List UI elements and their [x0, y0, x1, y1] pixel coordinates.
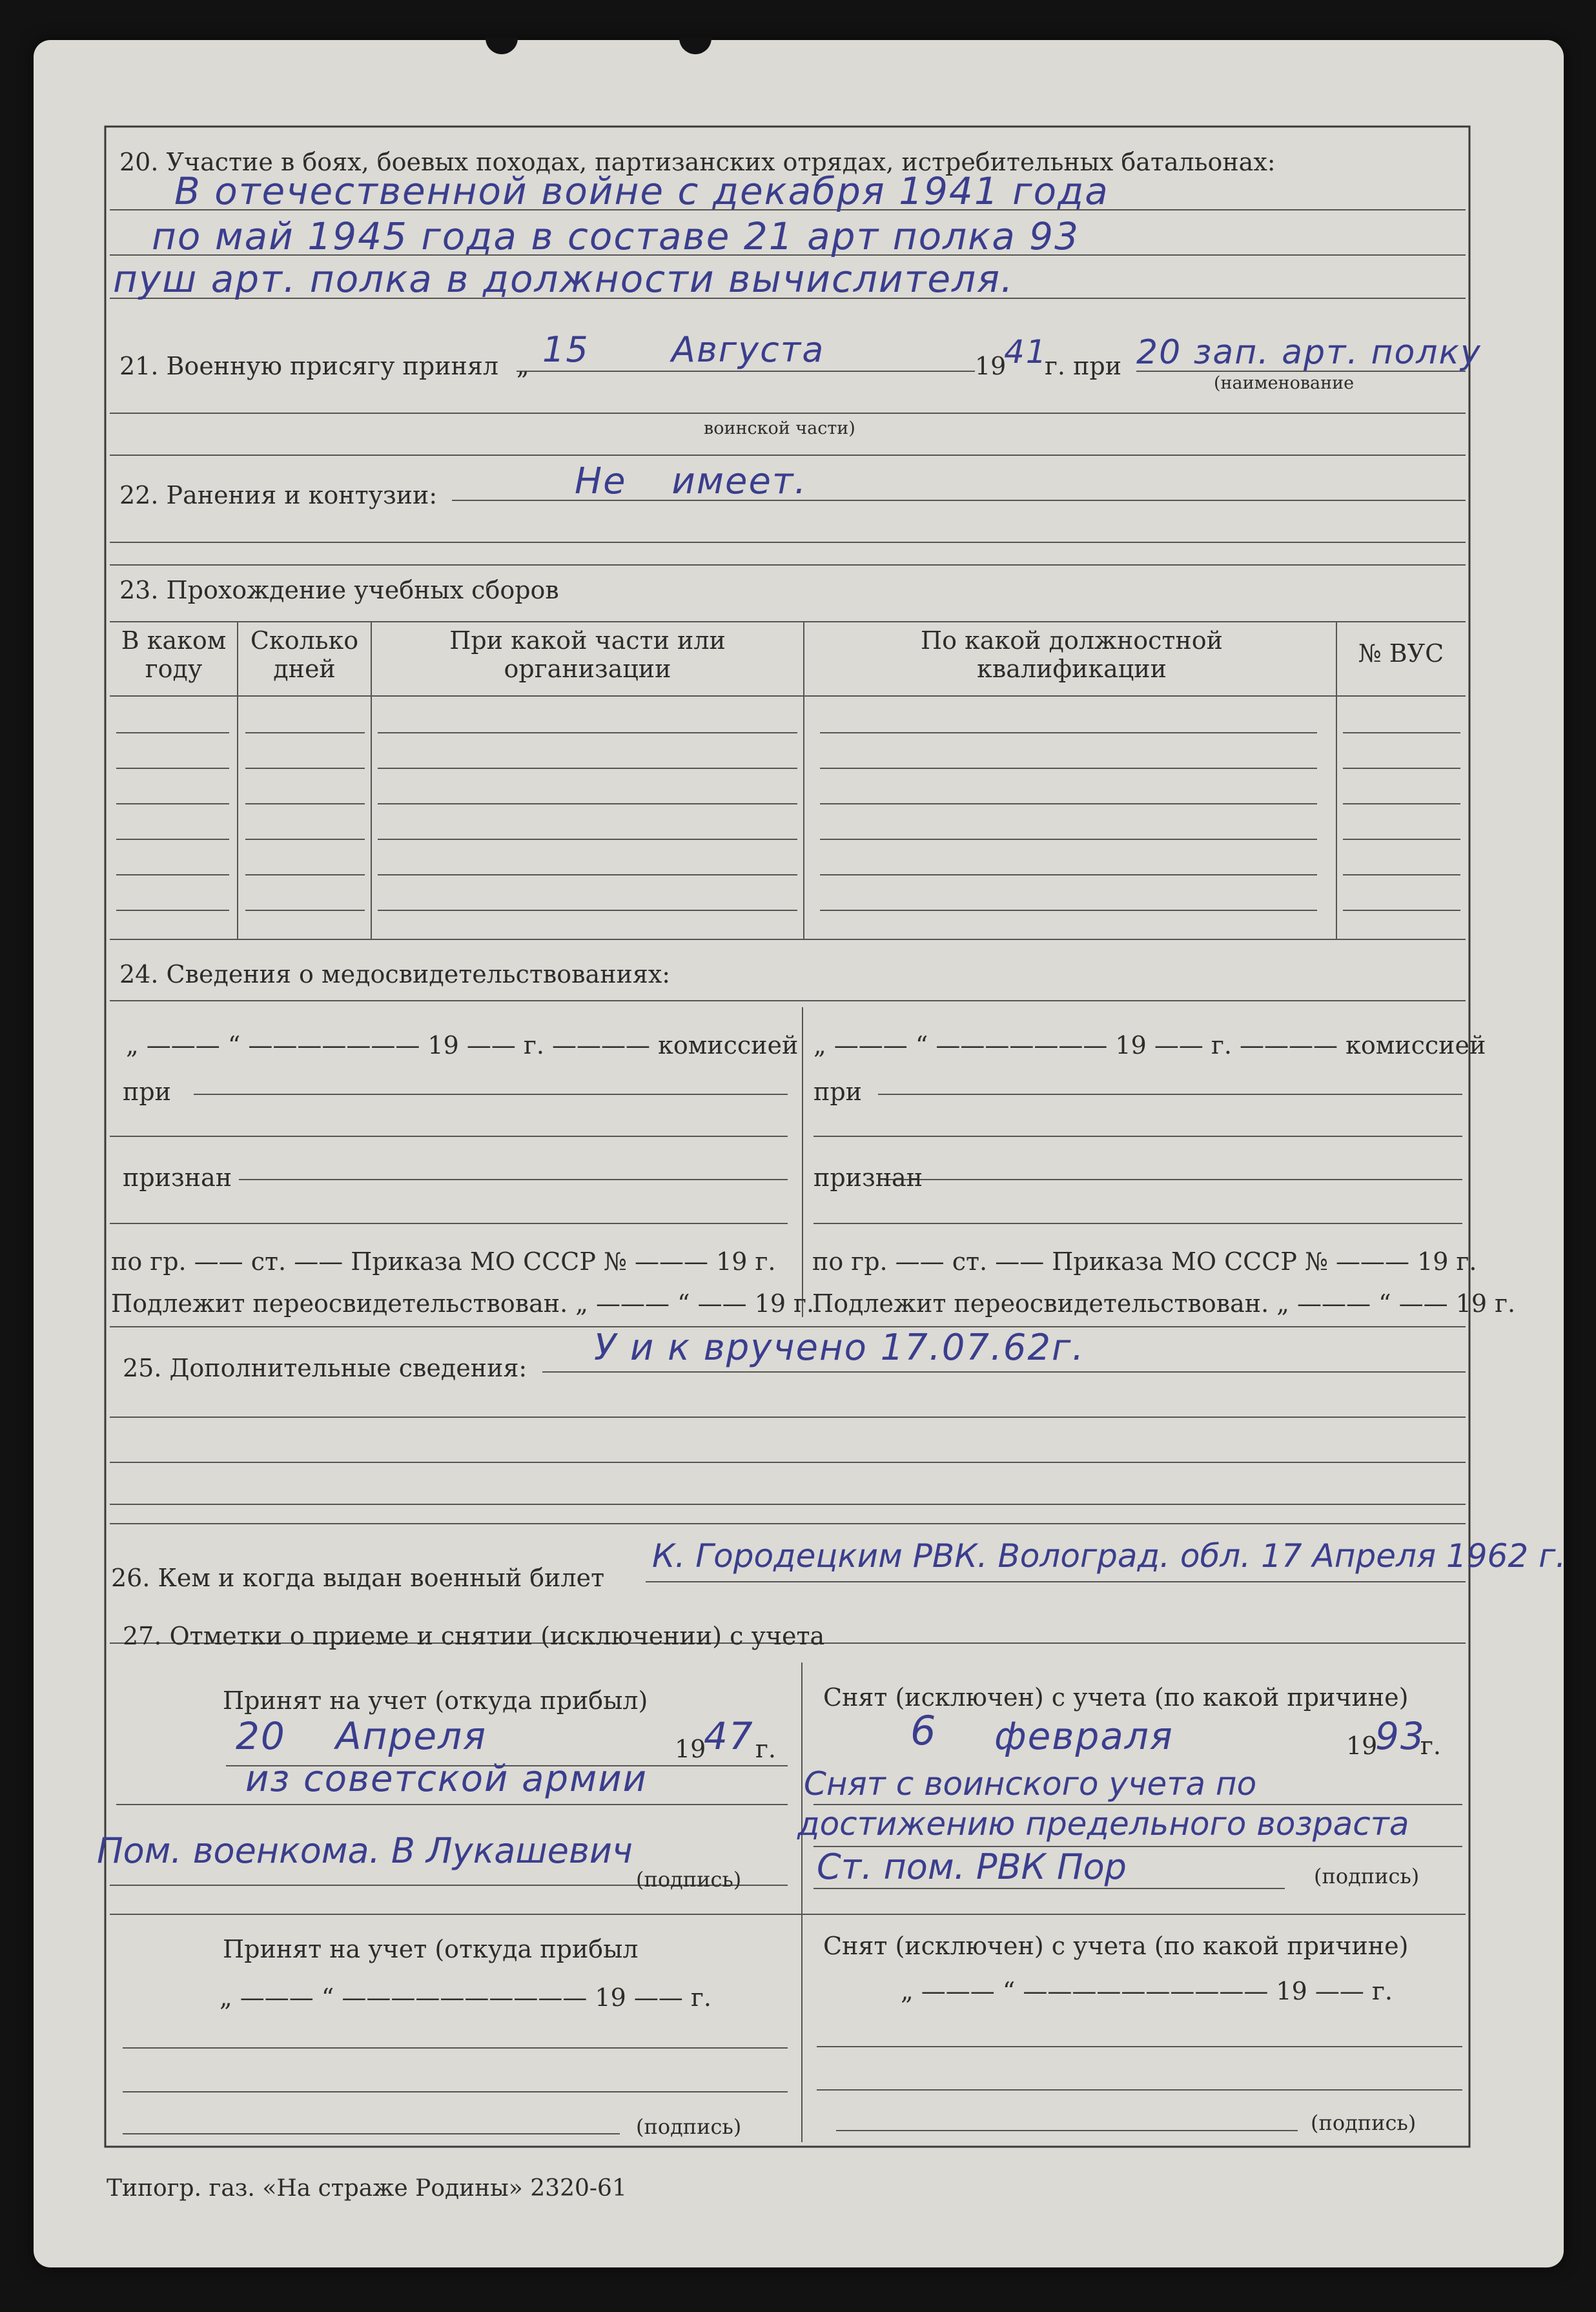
oath-unit: 20 зап. арт. полку: [1136, 333, 1482, 372]
removed-year: 93: [1375, 1714, 1426, 1758]
accepted-day: 20: [236, 1714, 286, 1758]
col-qualification-header: По какой должностной квалификации: [921, 626, 1223, 683]
removed-g: г.: [1420, 1732, 1441, 1760]
oath-suffix: г. при: [1045, 352, 1122, 380]
removed-day: 6: [910, 1707, 937, 1754]
col-year-header: В каком году: [121, 626, 227, 683]
oath-year: 41: [1004, 333, 1048, 371]
accepted-from: из советской армии: [245, 1758, 648, 1800]
oath-day: 15: [542, 329, 589, 370]
accepted-date-2: „ ——— “ —————————— 19 —— г.: [220, 1983, 711, 2012]
col-unit-header: При какой части или организации: [449, 626, 726, 683]
removed-title-2: Снят (исключен) с учета (по какой причине): [823, 1932, 1409, 1960]
oath-unit-note: (наименование: [1214, 373, 1355, 393]
accepted-signature: Пом. военкома. В Лукашевич: [97, 1830, 633, 1871]
exam1-order: по гр. —— ст. —— Приказа МО СССР № ——— 19 г.: [111, 1247, 776, 1276]
exam2-order: по гр. —— ст. —— Приказа МО СССР № ——— 19 г.: [812, 1247, 1477, 1276]
wounds-value: Не имеет.: [575, 460, 808, 502]
section-21-quote: „: [517, 352, 529, 380]
combat-participation-line2: по май 1945 года в составе 21 арт полка 93: [152, 214, 1079, 258]
section-26-label: 26. Кем и когда выдан военный билет: [111, 1564, 605, 1592]
exam2-priznan: признан: [813, 1163, 923, 1192]
section-20-label: 20. Участие в боях, боевых походах, партизанских отрядах, истребительных батальонах:: [119, 148, 1276, 176]
section-23-label: 23. Прохождение учебных сборов: [119, 576, 559, 604]
accepted-year: 47: [704, 1714, 754, 1758]
accepted-signature-label-2: (подпись): [636, 2114, 742, 2139]
col-vus-header: № ВУС: [1358, 639, 1444, 668]
removed-date-2: „ ——— “ —————————— 19 —— г.: [901, 1977, 1393, 2005]
removed-reason-line1: Снят с воинского учета по: [804, 1765, 1257, 1803]
exam2-date-line: „ ——— “ ——————— 19 —— г. ———— комиссией: [813, 1031, 1486, 1059]
exam1-priznan: признан: [123, 1163, 232, 1192]
oath-unit-note2: воинской части): [704, 418, 855, 438]
removed-signature: Ст. пом. РВК Пор: [817, 1847, 1127, 1887]
exam1-pri: при: [123, 1078, 171, 1106]
removed-signature-label: (подпись): [1314, 1864, 1420, 1888]
accepted-title: Принят на учет (откуда прибыл): [223, 1686, 648, 1715]
removed-month: февраля: [994, 1714, 1174, 1758]
oath-month: Августа: [671, 329, 825, 370]
accepted-signature-label: (подпись): [636, 1867, 742, 1892]
military-id-issuer: К. Городецким РВК. Волоград. обл. 17 Апреля 1962 г.: [652, 1537, 1566, 1575]
accepted-title-2: Принят на учет (откуда прибыл: [223, 1935, 639, 1963]
combat-participation-line1: В отечественной войне с декабря 1941 года: [174, 169, 1109, 213]
printer-footer: Типогр. газ. «На страже Родины» 2320-61: [107, 2175, 627, 2202]
accepted-year-prefix: 19: [675, 1735, 706, 1763]
exam1-date-line: „ ——— “ ——————— 19 —— г. ———— комиссией: [126, 1031, 799, 1059]
additional-info-value: У и к вручено 17.07.62г.: [594, 1327, 1085, 1369]
section-24-label: 24. Сведения о медосвидетельствованиях:: [119, 960, 671, 988]
accepted-month: Апреля: [336, 1714, 487, 1758]
combat-participation-line3: пуш арт. полка в должности вычислителя.: [113, 257, 1014, 301]
removed-title: Снят (исключен) с учета (по какой причине): [823, 1683, 1409, 1712]
removed-signature-label-2: (подпись): [1311, 2111, 1417, 2135]
accepted-g: г.: [755, 1735, 776, 1763]
section-27-label: 27. Отметки о приеме и снятии (исключении) с учета: [123, 1622, 825, 1650]
removed-year-prefix: 19: [1346, 1732, 1378, 1760]
oath-year-prefix: 19: [975, 352, 1007, 380]
removed-reason-line2: достижению предельного возраста: [797, 1805, 1409, 1843]
exam2-pri: при: [813, 1078, 862, 1106]
col-days-header: Сколько дней: [250, 626, 359, 683]
section-25-label: 25. Дополнительные сведения:: [123, 1354, 527, 1382]
section-21-label: 21. Военную присягу принял: [119, 352, 498, 380]
exam1-reexam: Подлежит переосвидетельствован. „ ——— “ —— 19 г.: [111, 1289, 815, 1318]
section-22-label: 22. Ранения и контузии:: [119, 481, 438, 509]
exam2-reexam: Подлежит переосвидетельствован. „ ——— “ —— 19 г.: [812, 1289, 1516, 1318]
